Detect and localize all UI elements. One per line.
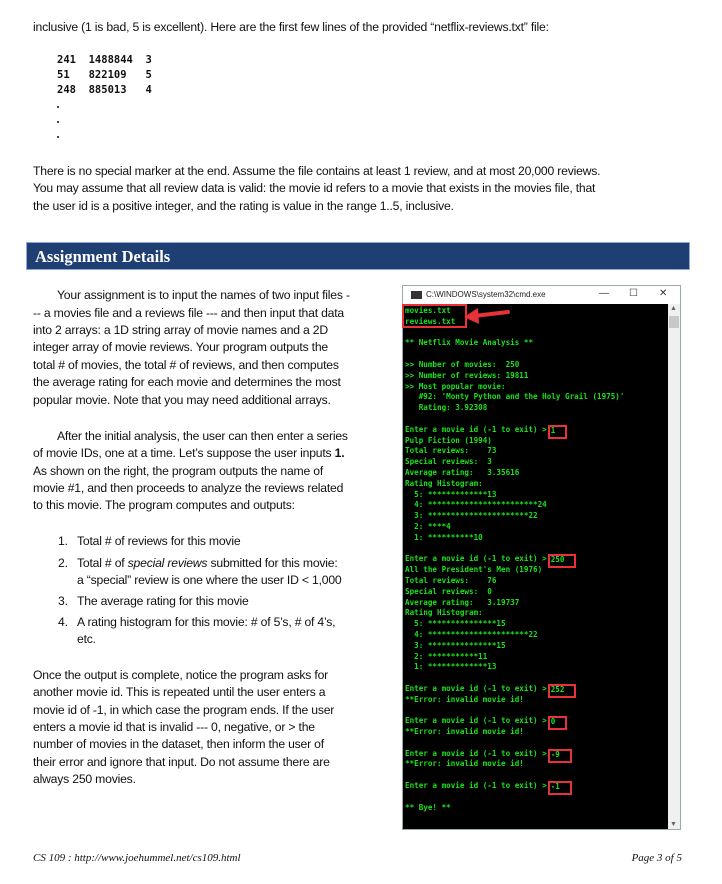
list-item-continuation: etc. <box>77 632 96 646</box>
console-line <box>405 662 624 673</box>
console-text: 3: ***************15 <box>405 640 506 650</box>
console-prompt-line <box>405 425 624 436</box>
para-line: -- a movies file and a reviews file --- and then input that data <box>33 306 345 320</box>
list-number: 4. <box>58 615 68 629</box>
console-line <box>405 544 624 555</box>
list-emphasis: special reviews <box>127 556 208 570</box>
list-item: Total # of reviews for this movie <box>77 534 241 548</box>
console-user-input: 0 <box>548 716 568 730</box>
console-text: Rating Histogram: <box>405 608 483 618</box>
list-text: submitted for this movie: <box>207 556 338 570</box>
list-item-continuation: a “special” review is one where the user ID < 1,000 <box>77 573 342 587</box>
console-line <box>405 587 624 598</box>
console-text: Enter a movie id (-1 to exit) > <box>405 683 547 693</box>
console-line <box>405 652 624 663</box>
console-text: Total reviews: 73 <box>405 446 497 456</box>
red-arrow-icon <box>460 305 510 325</box>
console-text: 5: *************13 <box>405 489 497 499</box>
scroll-thumb <box>669 316 679 328</box>
console-scrollbar <box>668 304 680 829</box>
console-text: Average rating: 3.35616 <box>405 467 520 477</box>
console-line <box>405 511 624 522</box>
console-user-input: 1 <box>548 425 568 439</box>
para-line: integer array of movie reviews. Your program outputs the <box>33 340 328 354</box>
scroll-down-icon: ▼ <box>670 821 677 828</box>
console-user-input: 252 <box>548 684 577 698</box>
console-text: #92: 'Monty Python and the Holy Grail (1975)' <box>405 392 625 402</box>
console-line <box>405 576 624 587</box>
console-output <box>405 306 624 813</box>
console-text: **Error: invalid movie id! <box>405 759 524 769</box>
console-prompt-line <box>405 749 624 760</box>
footer-page-number: Page 3 of 5 <box>631 852 682 864</box>
console-line <box>405 565 624 576</box>
console-text: ** Bye! ** <box>405 802 451 812</box>
console-window-screenshot <box>402 285 681 830</box>
console-text: 1: *************13 <box>405 662 497 672</box>
console-text: All the President's Men (1976) <box>405 565 543 575</box>
console-text: Pulp Fiction (1994) <box>405 435 492 445</box>
console-line <box>405 349 624 360</box>
console-text: >> Number of reviews: 19811 <box>405 370 529 380</box>
console-text: Average rating: 3.19737 <box>405 597 520 607</box>
console-text: Total reviews: 76 <box>405 575 497 585</box>
para-text: of movie IDs, one at a time. Let’s suppose the user inputs <box>33 446 335 460</box>
console-line <box>405 414 624 425</box>
console-text: Enter a movie id (-1 to exit) > <box>405 424 547 434</box>
emphasized-input: 1. <box>334 446 345 460</box>
para-line: movie id of -1, in which case the program ends. If the user <box>33 703 335 717</box>
list-item <box>77 556 338 570</box>
console-line <box>405 457 624 468</box>
sample-line: 241 1488844 3 <box>57 54 152 66</box>
console-text: **Error: invalid movie id! <box>405 694 524 704</box>
console-text: 4: **********************22 <box>405 629 538 639</box>
para-line: After the initial analysis, the user can then enter a series <box>57 429 348 443</box>
console-line <box>405 371 624 382</box>
console-text: movies.txt <box>405 306 451 315</box>
console-text: Enter a movie id (-1 to exit) > <box>405 554 547 564</box>
console-line <box>405 403 624 414</box>
list-number: 1. <box>58 534 68 548</box>
list-item: A rating histogram for this movie: # of 5’s, # of 4’s, <box>77 615 336 629</box>
console-line <box>405 759 624 770</box>
console-prompt-line <box>405 781 624 792</box>
console-line <box>405 803 624 814</box>
console-text: 2: ***********11 <box>405 651 488 661</box>
para-line: movie #1, and then proceeds to analyze the reviews related <box>33 481 344 495</box>
console-text: 5: ***************15 <box>405 619 506 629</box>
end-paragraph-line: You may assume that all review data is valid: the movie id refers to a movie that exists in the movies file, that <box>33 181 596 195</box>
para-line: number of movies in the dataset, then inform the user of <box>33 737 324 751</box>
ellipsis-dot <box>57 136 59 138</box>
ellipsis-dot <box>57 121 59 123</box>
intro-line: inclusive (1 is bad, 5 is excellent). Here are the first few lines of the provided “netflix-reviews.txt” file: <box>33 20 549 34</box>
console-line <box>405 630 624 641</box>
console-text: >> Number of movies: 250 <box>405 359 520 369</box>
para-line: As shown on the right, the program outputs the name of <box>33 464 324 478</box>
para-line <box>33 446 344 460</box>
list-text: Total # of <box>77 556 128 570</box>
console-line <box>405 598 624 609</box>
scroll-up-icon: ▲ <box>670 305 677 312</box>
close-icon: ✕ <box>659 288 668 299</box>
console-line <box>405 727 624 738</box>
sample-line: 248 885013 4 <box>57 84 152 96</box>
console-title: C:\WINDOWS\system32\cmd.exe <box>426 290 546 299</box>
para-line: their error and ignore that input. Do not assume there are <box>33 755 330 769</box>
para-line: the average rating for each movie and determines the most <box>33 375 341 389</box>
cmd-icon <box>411 291 422 299</box>
console-line <box>405 695 624 706</box>
console-line <box>405 673 624 684</box>
console-line <box>405 392 624 403</box>
console-text: ** Netflix Movie Analysis ** <box>405 338 534 348</box>
sample-line: 51 822109 5 <box>57 69 152 81</box>
console-line <box>405 770 624 781</box>
ellipsis-dot <box>57 106 59 108</box>
console-text: Special reviews: 3 <box>405 457 492 467</box>
console-user-input: 250 <box>548 554 577 568</box>
console-line <box>405 641 624 652</box>
console-text: Enter a movie id (-1 to exit) > <box>405 781 547 791</box>
console-line <box>405 436 624 447</box>
console-line <box>405 705 624 716</box>
console-line <box>405 608 624 619</box>
para-line: into 2 arrays: a 1D string array of movie names and a 2D <box>33 323 328 337</box>
console-prompt-line <box>405 716 624 727</box>
console-text: 1: **********10 <box>405 532 483 542</box>
console-line <box>405 522 624 533</box>
filename-highlight-box <box>402 304 467 328</box>
console-line <box>405 338 624 349</box>
list-number: 3. <box>58 594 68 608</box>
console-text: Rating Histogram: <box>405 478 483 488</box>
minimize-icon: — <box>599 288 609 299</box>
console-line <box>405 738 624 749</box>
console-text: Rating: 3.92308 <box>405 403 488 413</box>
console-user-input: -9 <box>548 749 572 763</box>
section-header <box>26 242 690 270</box>
list-number: 2. <box>58 556 68 570</box>
console-line <box>405 792 624 803</box>
footer-course-link: CS 109 : http://www.joehummel.net/cs109.html <box>33 852 241 864</box>
console-line <box>405 533 624 544</box>
para-line: Your assignment is to input the names of two input files - <box>57 288 350 302</box>
console-prompt-line <box>405 554 624 565</box>
console-line <box>405 382 624 393</box>
maximize-icon: ☐ <box>629 288 638 299</box>
list-item: The average rating for this movie <box>77 594 249 608</box>
console-text: Enter a movie id (-1 to exit) > <box>405 748 547 758</box>
console-line <box>405 328 624 339</box>
console-text: 4: ************************24 <box>405 500 547 510</box>
end-paragraph-line: the user id is a positive integer, and the rating is value in the range 1..5, inclusive. <box>33 199 454 213</box>
console-text: Special reviews: 0 <box>405 586 492 596</box>
para-line: total # of movies, the total # of reviews, and then computes <box>33 358 339 372</box>
console-line <box>405 446 624 457</box>
para-line: to this movie. The program computes and outputs: <box>33 498 295 512</box>
console-text: >> Most popular movie: <box>405 381 506 391</box>
end-paragraph-line: There is no special marker at the end. Assume the file contains at least 1 review, and at most 20,000 reviews. <box>33 164 601 178</box>
para-line: enters a movie id that is invalid --- 0, negative, or > the <box>33 720 315 734</box>
para-line: always 250 movies. <box>33 772 136 786</box>
console-text: 3: **********************22 <box>405 511 538 521</box>
console-prompt-line <box>405 684 624 695</box>
console-text: Enter a movie id (-1 to exit) > <box>405 716 547 726</box>
para-line: popular movie. Note that you may need additional arrays. <box>33 393 331 407</box>
console-titlebar <box>403 286 680 304</box>
para-line: Once the output is complete, notice the program asks for <box>33 668 328 682</box>
console-line <box>405 490 624 501</box>
console-line <box>405 500 624 511</box>
section-title: Assignment Details <box>35 247 171 266</box>
console-line <box>405 479 624 490</box>
console-text: reviews.txt <box>405 316 456 326</box>
console-line <box>405 468 624 479</box>
console-line <box>405 360 624 371</box>
console-text: 2: ****4 <box>405 521 451 531</box>
para-line: another movie id. This is repeated until the user enters a <box>33 685 326 699</box>
console-user-input: -1 <box>548 781 572 795</box>
console-line <box>405 619 624 630</box>
console-text: **Error: invalid movie id! <box>405 727 524 737</box>
